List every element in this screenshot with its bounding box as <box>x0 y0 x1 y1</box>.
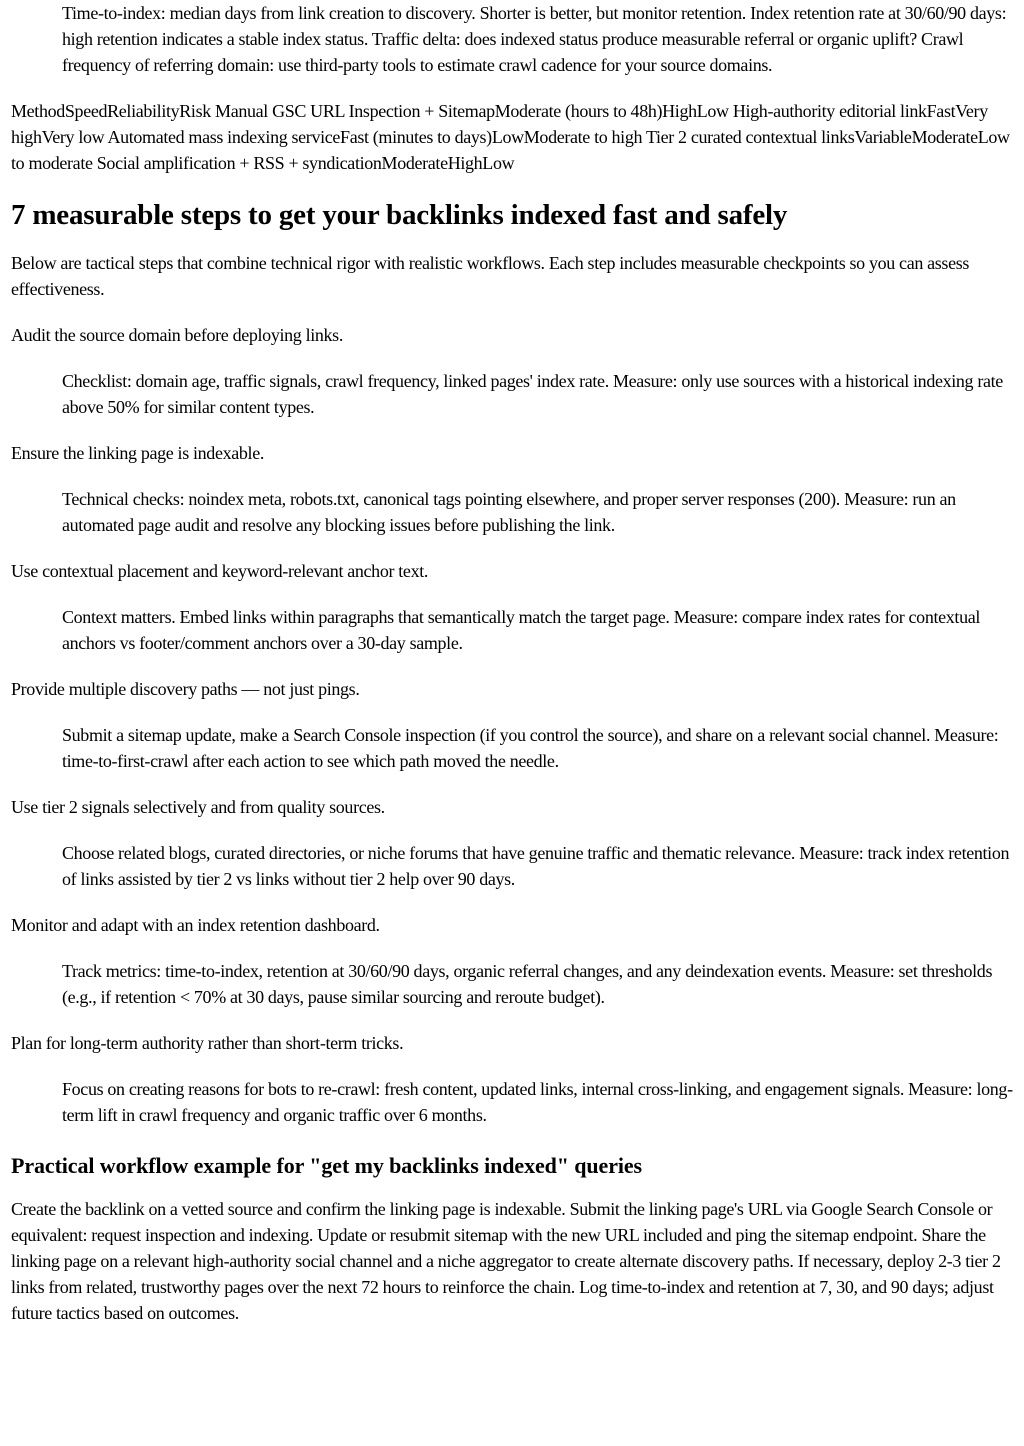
step-title: Ensure the linking page is indexable. <box>11 443 264 463</box>
step-item <box>11 440 1016 538</box>
steps-list <box>11 322 1016 1128</box>
step-item <box>11 558 1016 656</box>
step-item <box>11 322 1016 420</box>
step-detail: Checklist: domain age, traffic signals, crawl frequency, linked pages' index rate. Measure: only use sources with a historical indexing rate above 50% for similar content types. <box>62 371 1003 417</box>
step-detail: Focus on creating reasons for bots to re-crawl: fresh content, updated links, internal cross-linking, and engagement signals. Measure: long-term lift in crawl frequency and organic traffic over 6 months. <box>62 1079 1013 1125</box>
step-title: Audit the source domain before deploying links. <box>11 325 343 345</box>
step-item <box>11 794 1016 892</box>
step-detail: Track metrics: time-to-index, retention at 30/60/90 days, organic referral changes, and any deindexation events. Measure: set thresholds (e.g., if retention < 70% at 30 days, pause similar sourcing and reroute budget). <box>62 961 993 1007</box>
section-intro: Below are tactical steps that combine technical rigor with realistic workflows. Each step includes measurable checkpoints so you can assess effectiveness. <box>11 253 970 299</box>
comparison-table-text: MethodSpeedReliabilityRisk Manual GSC URL Inspection + SitemapModerate (hours to 48h)HighLow High-authority editorial linkFastVery highVery low Automated mass indexing serviceFast (minutes to days)LowModerate to high Tier 2 curated contextual linksVariableModerateLow to moderate Social amplification + RSS + syndicationModerateHighLow <box>11 101 1010 173</box>
section-heading: 7 measurable steps to get your backlinks indexed fast and safely <box>11 199 788 231</box>
step-title: Use contextual placement and keyword-relevant anchor text. <box>11 561 429 581</box>
step-title: Use tier 2 signals selectively and from quality sources. <box>11 797 385 817</box>
metrics-paragraph: Time-to-index: median days from link creation to discovery. Shorter is better, but monitor retention. Index retention rate at 30/60/90 days: high retention indicates a stable index status. Traffic delta: does indexed status produce measurable referral or organic uplift? Crawl frequency of referring domain: use third-party tools to estimate crawl cadence for your source domains. <box>62 3 1007 75</box>
step-item <box>11 1030 1016 1128</box>
step-detail: Context matters. Embed links within paragraphs that semantically match the target page. Measure: compare index rates for contextual anchors vs footer/comment anchors over a 30-day sample. <box>62 607 981 653</box>
step-title: Provide multiple discovery paths — not just pings. <box>11 679 360 699</box>
step-detail: Technical checks: noindex meta, robots.txt, canonical tags pointing elsewhere, and proper server responses (200). Measure: run an automated page audit and resolve any blocking issues before publishing the link. <box>62 489 956 535</box>
step-detail: Submit a sitemap update, make a Search Console inspection (if you control the source), and share on a relevant social channel. Measure: time-to-first-crawl after each action to see which path moved the needle. <box>62 725 999 771</box>
step-detail: Choose related blogs, curated directories, or niche forums that have genuine traffic and thematic relevance. Measure: track index retention of links assisted by tier 2 vs links without tier 2 help over 90 days. <box>62 843 1010 889</box>
workflow-paragraph: Create the backlink on a vetted source and confirm the linking page is indexable. Submit the linking page's URL via Google Search Console or equivalent: request inspection and indexing. Update or resubmit sitemap with the new URL included and ping the sitemap endpoint. Share the linking page on a relevant high-authority social channel and a niche aggregator to create alternate discovery paths. If necessary, deploy 2-3 tier 2 links from related, trustworthy pages over the next 72 hours to reinforce the chain. Log time-to-index and retention at 7, 30, and 90 days; adjust future tactics based on outcomes. <box>11 1199 1001 1323</box>
step-item <box>11 912 1016 1010</box>
workflow-heading: Practical workflow example for "get my backlinks indexed" queries <box>11 1153 643 1178</box>
step-item <box>11 676 1016 774</box>
step-title: Monitor and adapt with an index retention dashboard. <box>11 915 380 935</box>
step-title: Plan for long-term authority rather than short-term tricks. <box>11 1033 404 1053</box>
